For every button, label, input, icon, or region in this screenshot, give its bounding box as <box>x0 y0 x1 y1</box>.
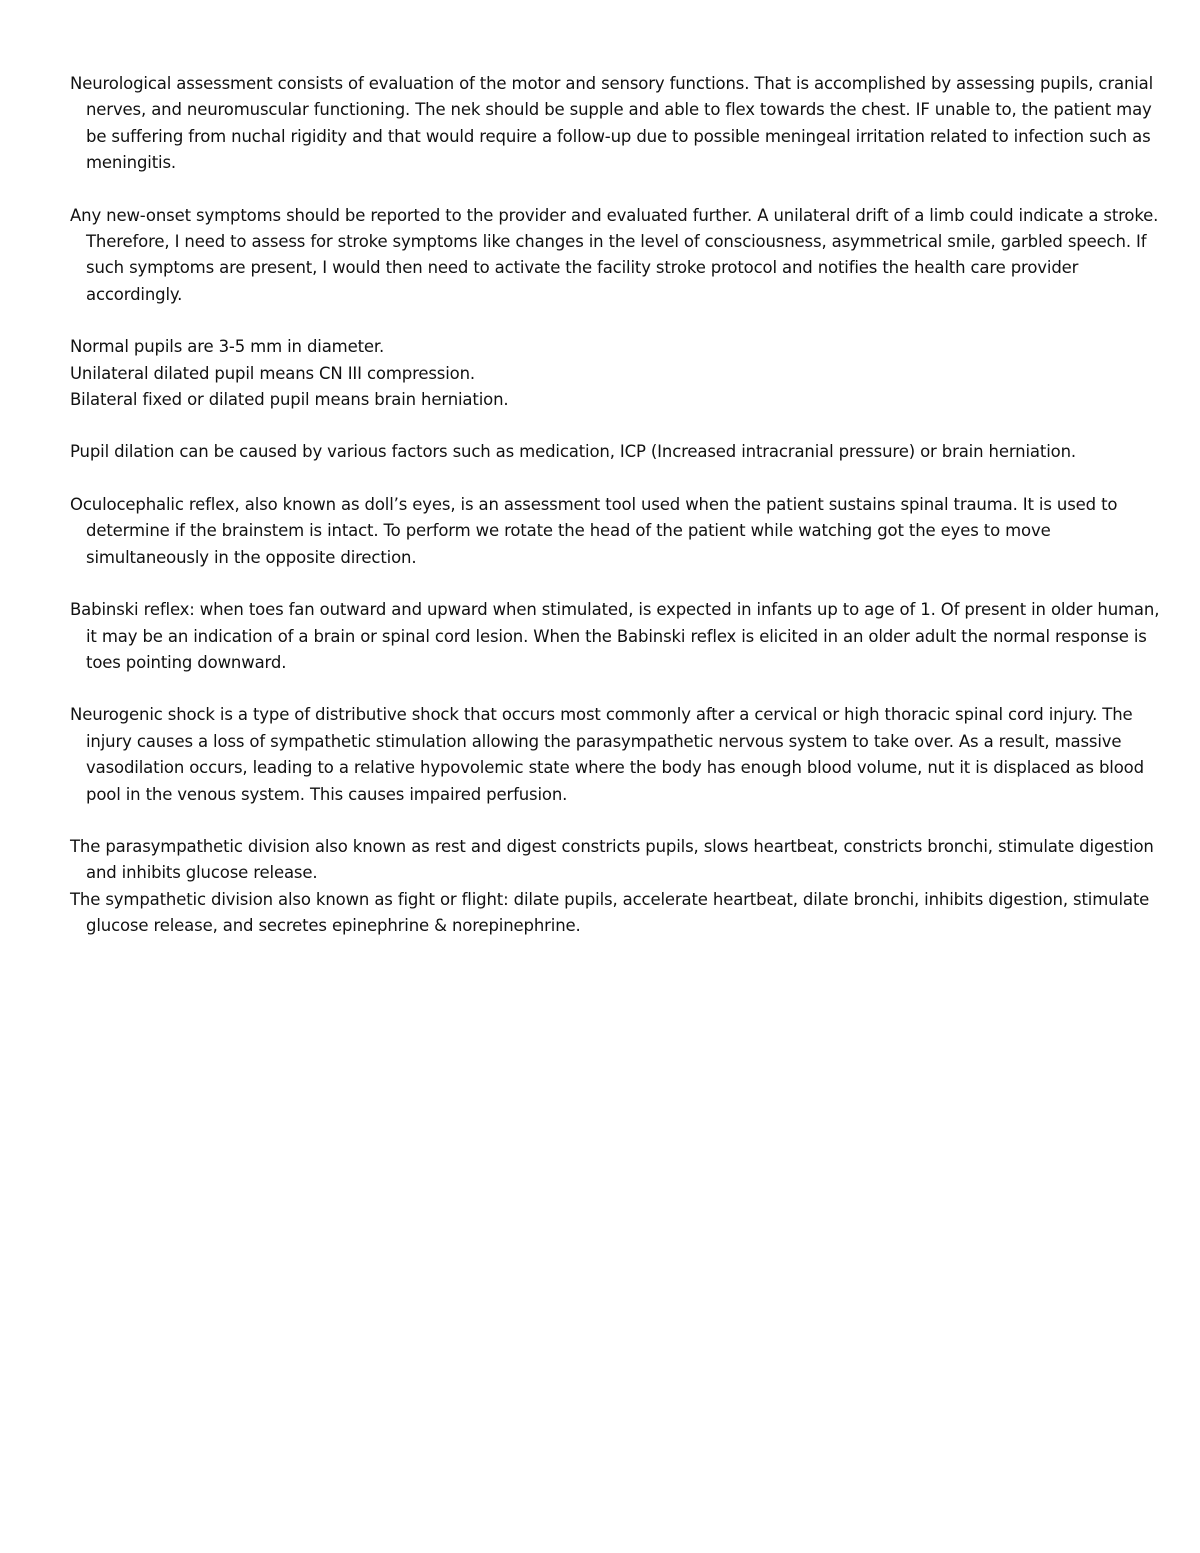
paragraph-parasympathetic: The parasympathetic division also known as rest and digest constricts pupils, slows heartbeat, constricts bronchi, stimulate digestion and inhibits glucose release. <box>70 836 1154 883</box>
pupils-line-bilateral: Bilateral fixed or dilated pupil means brain herniation. <box>70 390 509 410</box>
paragraph-oculocephalic-reflex: Oculocephalic reflex, also known as doll’s eyes, is an assessment tool used when the patient sustains spinal trauma. It is used to determine if the brainstem is intact. To perform we rotate the head of the patient while watching got the eyes to move simultaneously in the opposite direction. <box>70 494 1118 567</box>
paragraph-stroke-symptoms: Any new-onset symptoms should be reported to the provider and evaluated further. A unilateral drift of a limb could indicate a stroke. Therefore, I need to assess for stroke symptoms like changes in the level of consciousness, asymmetrical smile, garbled speech. If such symptoms are present, I would then need to activate the facility stroke protocol and notifies the health care provider accordingly. <box>70 205 1159 304</box>
paragraph-neurogenic-shock: Neurogenic shock is a type of distributive shock that occurs most commonly after a cervical or high thoracic spinal cord injury. The injury causes a loss of sympathetic stimulation allowing the parasympathetic nervous system to take over. As a result, massive vasodilation occurs, leading to a relative hypovolemic state where the body has enough blood volume, nut it is displaced as blood pool in the venous system. This causes impaired perfusion. <box>70 705 1144 804</box>
pupils-line-normal: Normal pupils are 3-5 mm in diameter. <box>70 337 385 357</box>
paragraph-sympathetic: The sympathetic division also known as fight or flight: dilate pupils, accelerate heartbeat, dilate bronchi, inhibits digestion, stimulate glucose release, and secretes epinephrine & norepinephrine. <box>70 889 1150 936</box>
pupils-line-unilateral: Unilateral dilated pupil means CN III compression. <box>70 363 476 383</box>
paragraph-neurological-assessment: Neurological assessment consists of evaluation of the motor and sensory functions. That is accomplished by assessing pupils, cranial nerves, and neuromuscular functioning. The nek should be supple and able to flex towards the chest. IF unable to, the patient may be suffering from nuchal rigidity and that would require a follow-up due to possible meningeal irritation related to infection such as meningitis. <box>70 74 1154 173</box>
pupils-list <box>70 334 1160 413</box>
paragraph-babinski-reflex: Babinski reflex: when toes fan outward and upward when stimulated, is expected in infants up to age of 1. Of present in older human, it may be an indication of a brain or spinal cord lesion. When the Babinski reflex is elicited in an older adult the normal response is toes pointing downward. <box>70 600 1160 672</box>
document-page <box>70 71 1160 940</box>
paragraph-pupil-dilation: Pupil dilation can be caused by various factors such as medication, ICP (Increased intracranial pressure) or brain herniation. <box>70 442 1076 462</box>
